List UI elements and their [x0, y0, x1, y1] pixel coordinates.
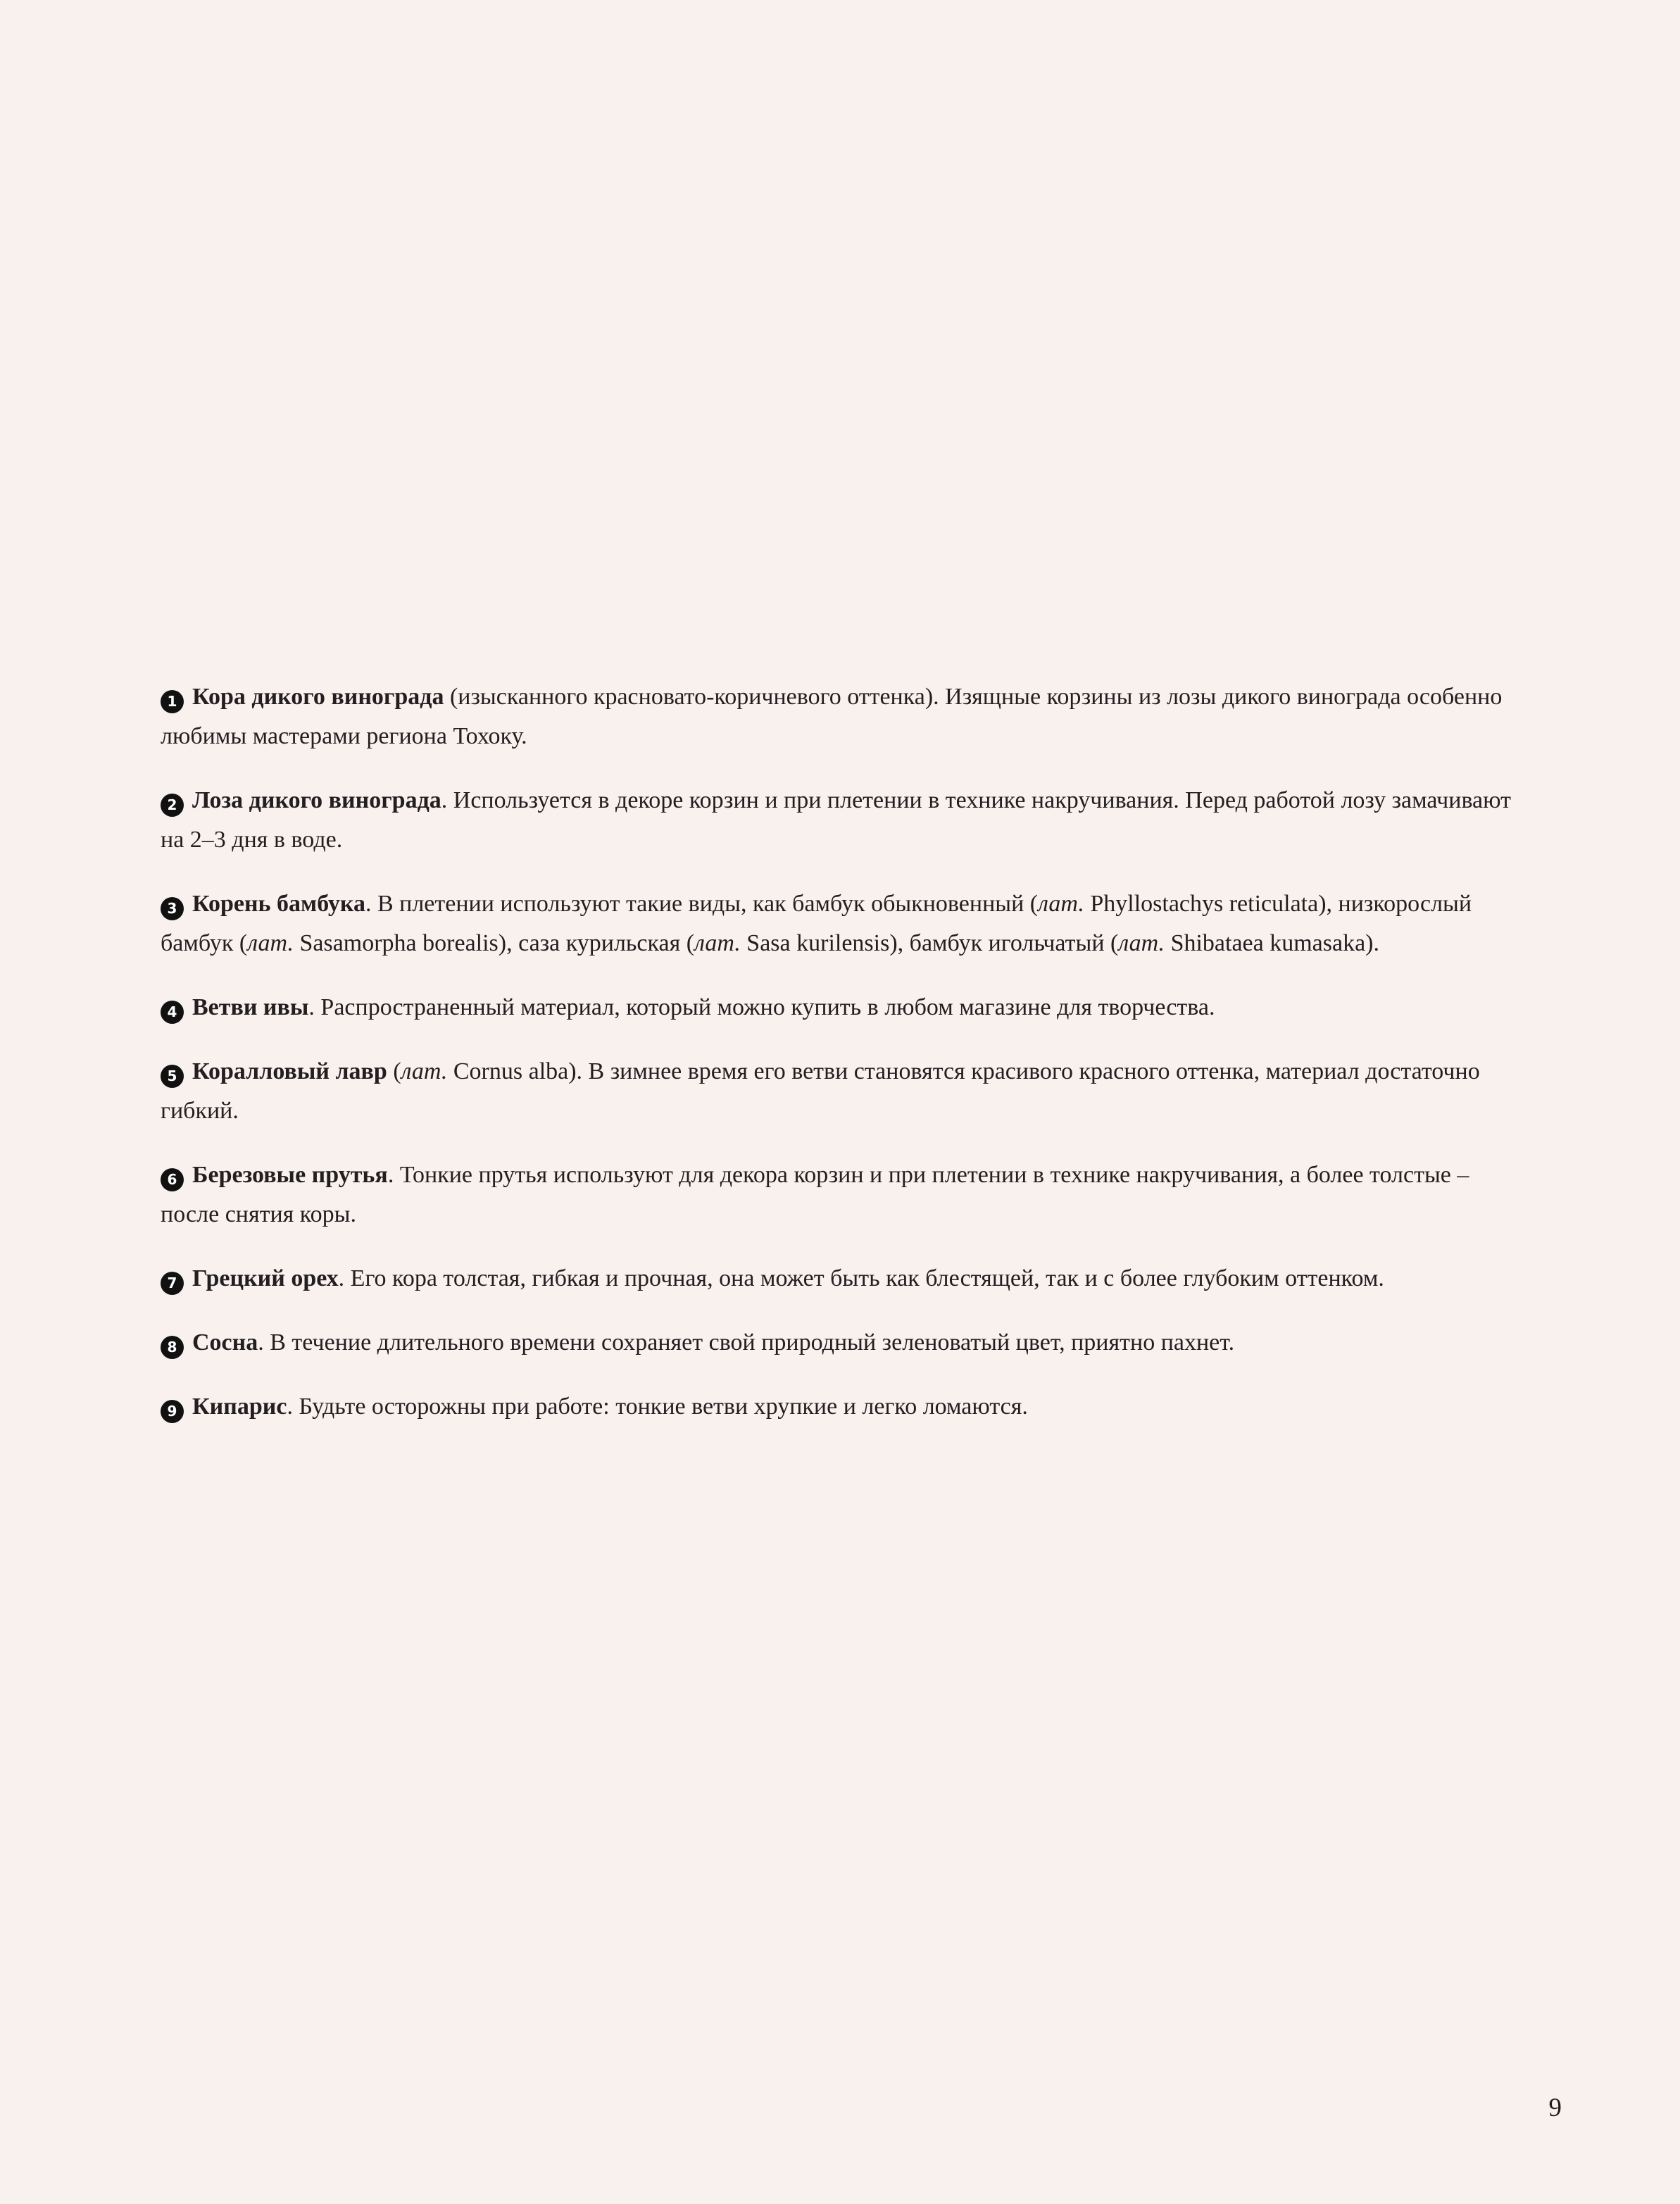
- page-number: 9: [1548, 2093, 1562, 2122]
- list-item: [161, 677, 1532, 756]
- latin-label: лат.: [694, 930, 741, 956]
- latin-label: лат.: [247, 930, 294, 956]
- item-number-badge: 8: [161, 1336, 184, 1359]
- material-term: Березовые прутья: [192, 1162, 388, 1188]
- item-text: . В течение длительного времени сохраняет свой природный зеленоватый цвет, приятно пахнет.: [258, 1329, 1235, 1355]
- item-number-badge: 5: [161, 1065, 184, 1088]
- list-item: [161, 884, 1532, 963]
- materials-list: [161, 677, 1532, 1451]
- item-text: Sasamorpha borealis), саза курильская (: [293, 930, 695, 956]
- item-number-badge: 7: [161, 1272, 184, 1295]
- material-term: Кипарис: [192, 1394, 287, 1420]
- item-text: (: [387, 1058, 401, 1084]
- item-text: Phyllostachys reticulata), низкорослый бамбук (: [161, 891, 1472, 956]
- material-term: Коралловый лавр: [192, 1058, 387, 1084]
- item-number-badge: 1: [161, 690, 184, 713]
- item-text: . Используется в декоре корзин и при плетении в технике накручивания. Перед работой лозу замачивают на 2–3 дня в воде.: [161, 787, 1511, 853]
- list-item: [161, 781, 1532, 860]
- item-text: (изысканного красновато-коричневого оттенка). Изящные корзины из лозы дикого винограда особенно любимы мастерами региона Тохоку.: [161, 684, 1503, 749]
- material-term: Корень бамбука: [192, 891, 365, 917]
- latin-label: лат.: [1038, 891, 1084, 917]
- item-text: . В плетении используют такие виды, как бамбук обыкновенный (: [365, 891, 1039, 917]
- item-text: . Распространенный материал, который можно купить в любом магазине для творчества.: [308, 994, 1215, 1020]
- material-term: Сосна: [192, 1329, 258, 1355]
- list-item: [161, 1156, 1532, 1234]
- item-text: Sasa kurilensis), бамбук игольчатый (: [740, 930, 1119, 956]
- item-text: Cornus alba). В зимнее время его ветви становятся красивого красного оттенка, материал достаточно гибкий.: [161, 1058, 1480, 1124]
- material-term: Кора дикого винограда: [192, 684, 444, 710]
- latin-label: лат.: [1118, 930, 1165, 956]
- item-text: Shibataea kumasaka).: [1165, 930, 1379, 956]
- list-item: [161, 1323, 1532, 1363]
- list-item: [161, 1387, 1532, 1427]
- item-number-badge: 3: [161, 897, 184, 920]
- material-term: Грецкий орех: [192, 1265, 339, 1291]
- item-number-badge: 2: [161, 794, 184, 817]
- item-text: . Его кора толстая, гибкая и прочная, она может быть как блестящей, так и с более глубоким оттенком.: [338, 1265, 1384, 1291]
- list-item: [161, 988, 1532, 1027]
- item-text: . Тонкие прутья используют для декора корзин и при плетении в технике накручивания, а более толстые – после снятия коры.: [161, 1162, 1469, 1227]
- material-term: Лоза дикого винограда: [192, 787, 441, 813]
- item-number-badge: 9: [161, 1400, 184, 1423]
- list-item: [161, 1052, 1532, 1131]
- latin-label: лат.: [401, 1058, 448, 1084]
- list-item: [161, 1259, 1532, 1298]
- material-term: Ветви ивы: [192, 994, 309, 1020]
- item-number-badge: 4: [161, 1001, 184, 1024]
- item-number-badge: 6: [161, 1168, 184, 1191]
- item-text: . Будьте осторожны при работе: тонкие ветви хрупкие и легко ломаются.: [287, 1394, 1028, 1420]
